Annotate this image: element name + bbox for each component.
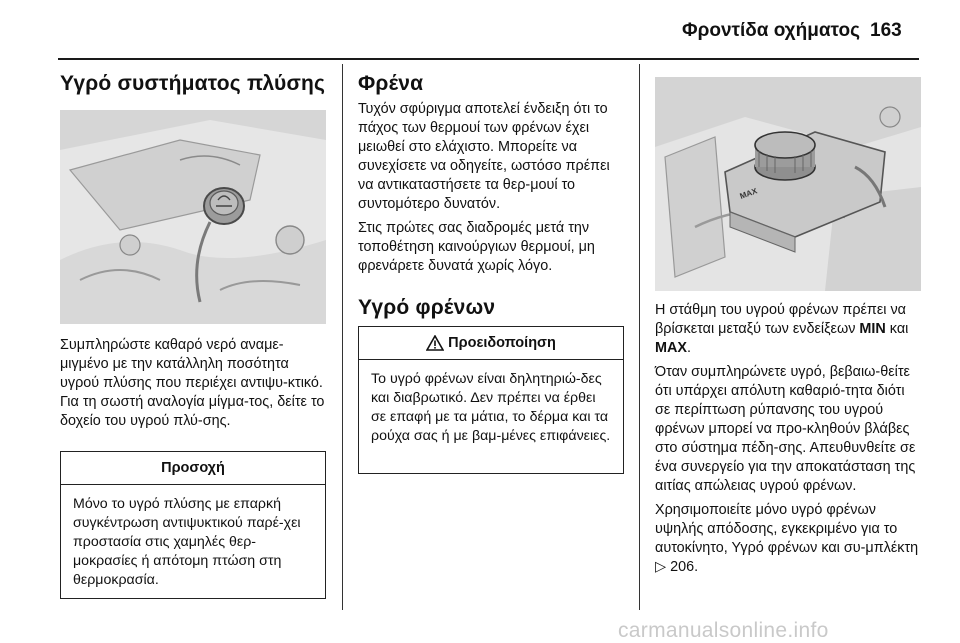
page-number: 163 bbox=[870, 20, 902, 41]
brake-fluid-tank-illustration bbox=[655, 77, 921, 291]
left-column bbox=[60, 72, 328, 96]
middle-column bbox=[358, 72, 626, 276]
right-column bbox=[655, 301, 923, 577]
max-mark: MAX bbox=[655, 340, 687, 356]
caution-text: Μόνο το υγρό πλύσης με επαρκή συγκέντρωση αντιψυκτικού παρέ-χει προστασία στις χαμηλές θερ-μοκρασίες ή απότομη πτώση στη θερμοκρασία. bbox=[73, 496, 301, 588]
left-text bbox=[60, 336, 326, 431]
header-rule bbox=[58, 58, 919, 60]
warning-icon bbox=[426, 335, 444, 351]
warning-text: Το υγρό φρένων είναι δηλητηριώ-δες και διαβρωτικό. Δεν πρέπει να έρθει σε επαφή με τα μάτια, το δέρμα και τα ρούχα σας ή με βαμ-μένες επιφάνειες. bbox=[371, 371, 611, 444]
brake-refill-text: Όταν συμπληρώνετε υγρό, βεβαιω-θείτε ότι υπάρχει απόλυτη καθαριό-τητα διότι σε περίπτωση ρύπανσης του υγρού φρένων μπορεί να προ-κληθούν βλάβες στο σύστημα πέδη-σης. Απευθυνθείτε σε ένα συνεργείο για την αποκατάσταση της αιτίας απώλειας υγρού φρένων. bbox=[655, 364, 916, 494]
brakes-text-2: Στις πρώτες σας διαδρομές μετά την τοποθέτηση καινούργιων θερμουί, μη φρενάρετε δυνατά χωρίς λόγο. bbox=[358, 220, 595, 274]
washer-reservoir-illustration bbox=[60, 110, 326, 324]
warning-header bbox=[359, 327, 623, 360]
washer-fluid-text: Συμπληρώστε καθαρό νερό αναμε-μιγμένο με την κατάλληλη ποσότητα υγρού πλύσης που περιέχει αντιψυ-κτικό. Για τη σωστή αναλογία μίγμα-τος, δείτε το δοχείο του υγρού πλύ-σης. bbox=[60, 337, 325, 429]
watermark: carmanualsonline.info bbox=[618, 619, 829, 642]
brake-level-text: Η στάθμη του υγρού φρένων πρέπει να βρίσκεται μεταξύ των ενδείξεων MIN και MAX. bbox=[655, 302, 909, 356]
warning-box bbox=[358, 326, 624, 474]
brake-fluid-spec-text: Χρησιμοποιείτε μόνο υγρό φρένων υψηλής απόδοσης, εγκεκριμένο για το αυτοκίνητο, Υγρό φρένων και συ-μπλέκτη ▷ 206. bbox=[655, 502, 919, 575]
brake-fluid-heading: Υγρό φρένων bbox=[358, 296, 496, 319]
brakes-heading: Φρένα bbox=[358, 72, 424, 95]
column-divider bbox=[342, 64, 343, 610]
header-title: Φροντίδα οχήματος bbox=[682, 20, 860, 41]
min-mark: MIN bbox=[859, 321, 886, 337]
caution-title: Προσοχή bbox=[61, 452, 325, 485]
brakes-text: Τυχόν σφύριγμα αποτελεί ένδειξη ότι το πάχος των θερμουί των φρένων έχει μειωθεί στο ελάχιστο. Μπορείτε να συνεχίσετε να οδηγείτε, ωστόσο πρέπει να αντικαταστήσετε τα θερ-μουί το συντομότερο δυνατόν. bbox=[358, 101, 610, 212]
warning-title: Προειδοποίηση bbox=[448, 335, 556, 351]
caution-box bbox=[60, 451, 326, 599]
brake-fluid-heading-wrap bbox=[358, 296, 626, 320]
washer-fluid-heading: Υγρό συστήματος πλύσης bbox=[60, 72, 326, 95]
max-mark-label: MAX bbox=[738, 186, 759, 201]
column-divider bbox=[639, 64, 640, 610]
page-header bbox=[0, 0, 960, 60]
page-reference-link[interactable]: 206. bbox=[670, 559, 699, 575]
page-ref-arrow-icon: ▷ bbox=[655, 559, 671, 575]
